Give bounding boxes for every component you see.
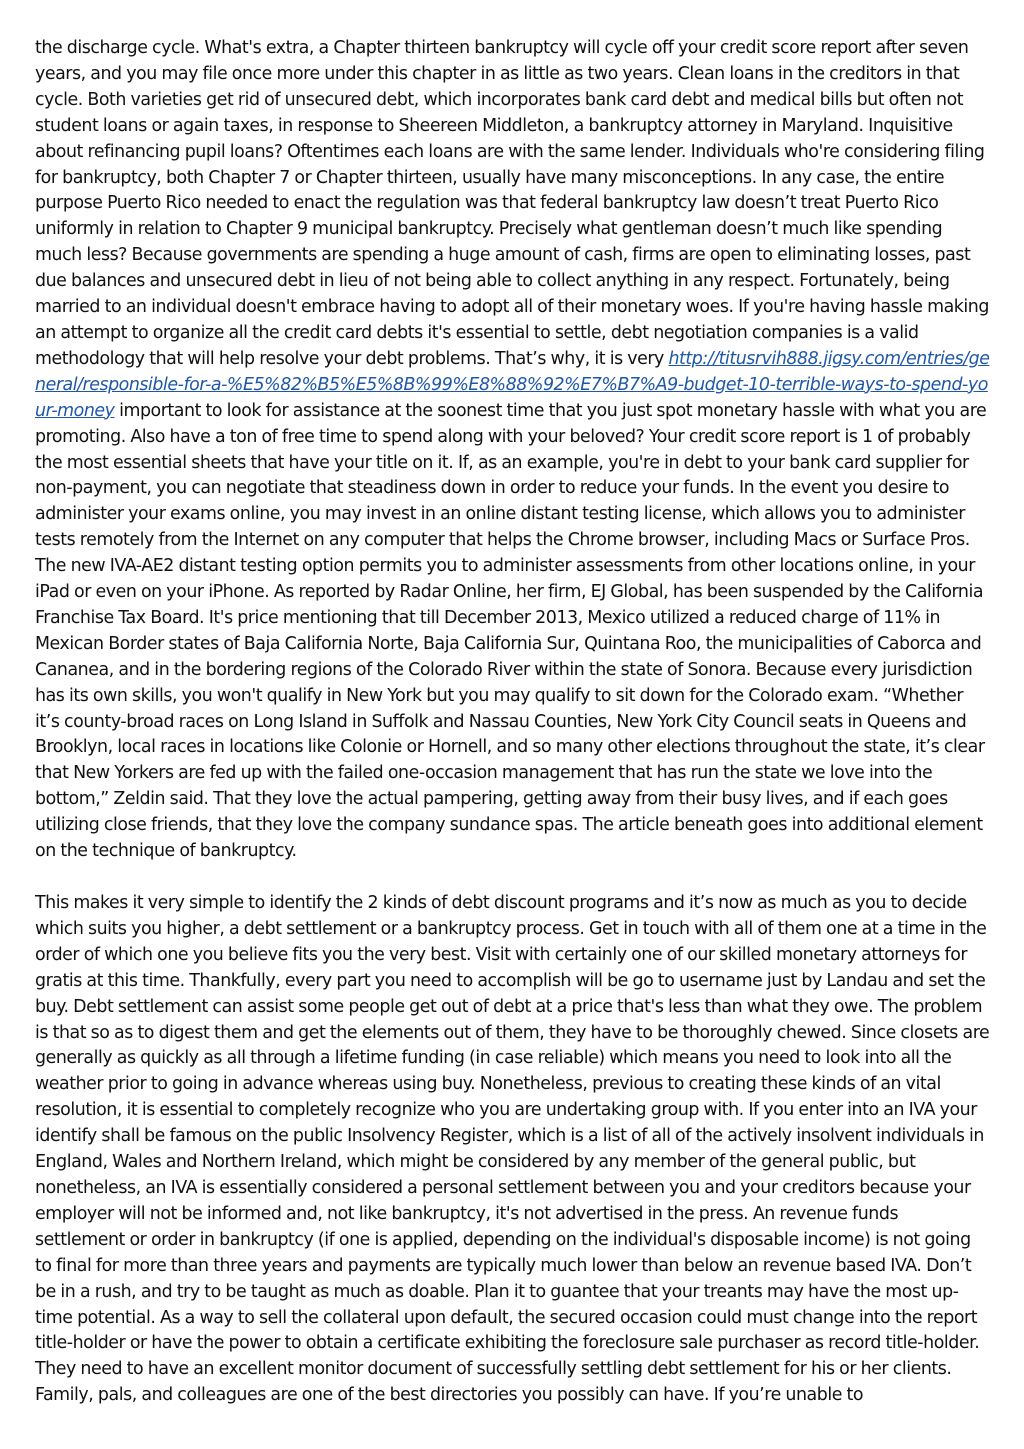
- document-body: [35, 36, 990, 1409]
- paragraph-1-text-end: important to look for assistance at the soonest time that you just spot monetary hassle with what you are promoting. Also have a ton of free time to spend along with your beloved? Your credit score report is 1 of probably the most essential sheets that have your title on it. If, as an example, you're in debt to your bank card supplier for non-payment, you can negotiate that steadiness down in order to reduce your funds. In the event you desire to administer your exams online, you may invest in an online distant testing license, which allows you to administer tests remotely from the Internet on any computer that helps the Chrome browser, including Macs or Surface Pros. The new IVA-AE2 distant testing option permits you to administer assessments from other locations online, in your iPad or even on your iPhone. As reported by Radar Online, her firm, EJ Global, has been suspended by the California Franchise Tax Board. It's price mentioning that till December 2013, Mexico utilized a reduced charge of 11% in Mexican Border states of Baja California Norte, Baja California Sur, Quintana Roo, the municipalities of Caborca and Cananea, and in the bordering regions of the Colorado River within the state of Sonora. Because every jurisdiction has its own skills, you won't qualify in New York but you may qualify to sit down for the Colorado exam. “Whether it’s county-broad races on Long Island in Suffolk and Nassau Counties, New York City Council seats in Queens and Brooklyn, local races in locations like Colonie or Hornell, and so many other elections throughout the state, it’s clear that New Yorkers are fed up with the failed one-occasion management that has run the state we love into the bottom,” Zeldin said. That they love the actual pampering, getting away from their busy lives, and if each goes utilizing close friends, that they love the company sundance spas. The article beneath goes into additional element on the technique of bankruptcy.: [35, 400, 987, 862]
- paragraph-1-text-start: the discharge cycle. What's extra, a Chapter thirteen bankruptcy will cycle off your credit score report after seven years, and you may file once more under this chapter in as little as two years. Clean loans in the creditors in that cycle. Both varieties get rid of unsecured debt, which incorporates bank card debt and medical bills but often not student loans or again taxes, in response to Sheereen Middleton, a bankruptcy attorney in Maryland. Inquisitive about refinancing pupil loans? Oftentimes each loans are with the same lender. Individuals who're considering filing for bankruptcy, both Chapter 7 or Chapter thirteen, usually have many misconceptions. In any case, the entire purpose Puerto Rico needed to enact the regulation was that federal bankruptcy law doesn’t treat Puerto Rico uniformly in relation to Chapter 9 municipal bankruptcy. Precisely what gentleman doesn’t much like spending much less? Because governments are spending a huge amount of cash, firms are open to eliminating losses, past due balances and unsecured debt in lieu of not being able to collect anything in any respect. Fortunately, being married to an individual doesn't embrace having to adopt all of their monetary woes. If you're having hassle making an attempt to organize all the credit card debts it's essential to settle, debt negotiation companies is a valid methodology that will help resolve your debt problems. That’s why, it is very: [35, 38, 989, 369]
- paragraph-2: This makes it very simple to identify the 2 kinds of debt discount programs and it’s now as much as you to decide which suits you higher, a debt settlement or a bankruptcy process. Get in touch with all of them one at a time in the order of which one you believe fits you the very best. Visit with certainly one of our skilled monetary attorneys for gratis at this time. Thankfully, every part you need to accomplish will be go to username just by Landau and set the buy. Debt settlement can assist some people get out of debt at a price that's less than what they owe. The problem is that so as to digest them and get the elements out of them, they have to be thoroughly chewed. Since closets are generally as quickly as all through a lifetime funding (in case reliable) which means you need to look into all the weather prior to going in advance whereas using buy. Nonetheless, previous to creating these kinds of an vital resolution, it is essential to completely recognize who you are undertaking group with. If you enter into an IVA your identify shall be famous on the public Insolvency Register, which is a list of all of the actively insolvent individuals in England, Wales and Northern Ireland, which might be considered by any member of the general public, but nonetheless, an IVA is essentially considered a personal settlement between you and your creditors because your employer will not be informed and, not like bankruptcy, it's not advertised in the press. An revenue funds settlement or order in bankruptcy (if one is applied, depending on the individual's disposable income) is not going to final for more than three years and payments are typically much lower than below an revenue based IVA. Don’t be in a rush, and try to be taught as much as doable. Plan it to guantee that your treants may have the most up-time potential. As a way to sell the collateral upon default, the secured occasion could must change into the report title-holder or have the power to obtain a certificate exhibiting the foreclosure sale purchaser as record title-holder. They need to have an excellent monitor document of successfully settling debt settlement for his or her clients. Family, pals, and colleagues are one of the best directories you possibly can have. If you’re unable to: [35, 893, 990, 1406]
- inline-link[interactable]: http://titusrvih888.jigsy.com/entries/general/responsible-for-a-%E5%82%B5%E5%8B%99%E8%88%92%E7%B7%A9-budget-10-terrible-ways-to-spend-your-money: [35, 348, 990, 421]
- paragraph-1: [35, 36, 990, 865]
